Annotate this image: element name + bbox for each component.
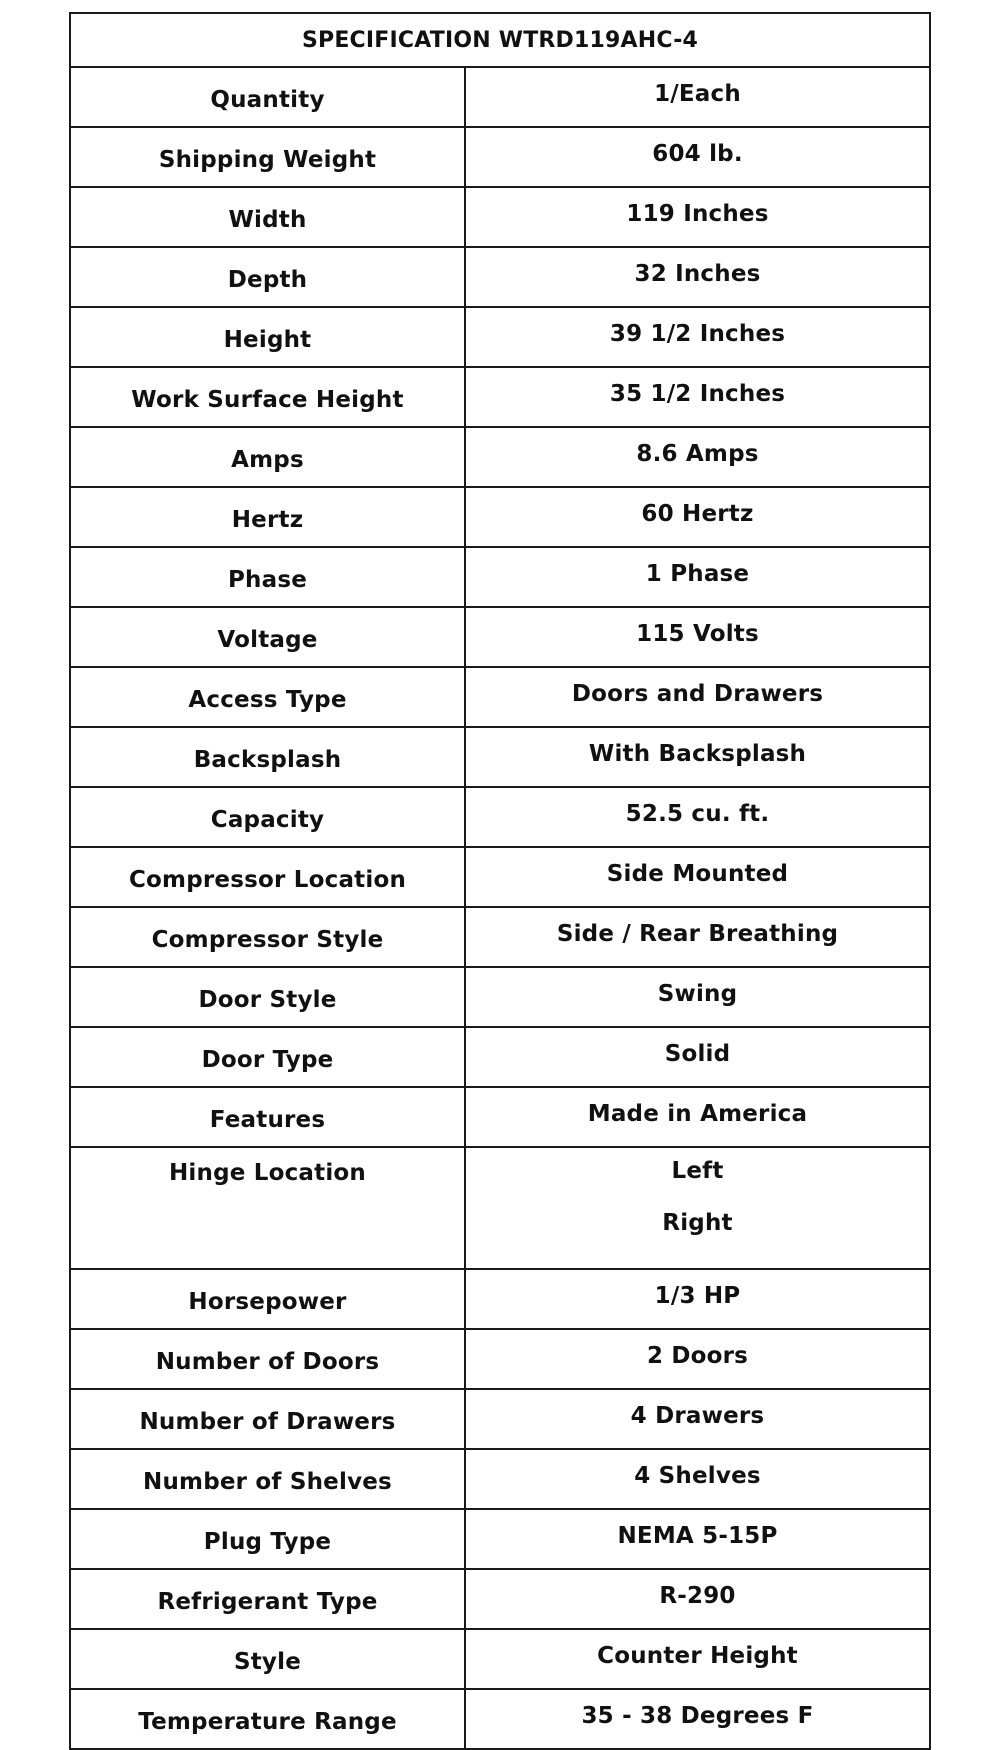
table-row — [70, 67, 930, 127]
spec-value-line: Side / Rear Breathing — [556, 921, 839, 947]
table-row — [70, 607, 930, 667]
spec-value — [465, 307, 930, 367]
spec-value-line: 119 Inches — [626, 201, 769, 227]
table-row — [70, 487, 930, 547]
spec-value — [465, 1147, 930, 1269]
spec-label: Plug Type — [70, 1509, 465, 1569]
spec-label: Compressor Location — [70, 847, 465, 907]
spec-label: Capacity — [70, 787, 465, 847]
spec-value-line: 4 Drawers — [630, 1403, 765, 1429]
spec-label: Quantity — [70, 67, 465, 127]
spec-label: Horsepower — [70, 1269, 465, 1329]
spec-value-line: 115 Volts — [636, 621, 759, 647]
spec-value — [465, 427, 930, 487]
spec-value — [465, 1389, 930, 1449]
spec-value — [465, 67, 930, 127]
spec-value — [465, 487, 930, 547]
table-title: SPECIFICATION WTRD119AHC-4 — [70, 13, 930, 67]
spec-value — [465, 907, 930, 967]
spec-label: Refrigerant Type — [70, 1569, 465, 1629]
spec-label: Backsplash — [70, 727, 465, 787]
table-row — [70, 1389, 930, 1449]
spec-value-line: 2 Doors — [646, 1343, 749, 1369]
spec-value-line: Side Mounted — [606, 861, 789, 887]
spec-label: Number of Shelves — [70, 1449, 465, 1509]
spec-value — [465, 1087, 930, 1147]
spec-value-line: With Backsplash — [588, 741, 807, 767]
spec-label: Width — [70, 187, 465, 247]
spec-label: Number of Drawers — [70, 1389, 465, 1449]
spec-value-line: 604 lb. — [652, 141, 743, 167]
spec-value-line: 1/3 HP — [654, 1283, 741, 1309]
table-row — [70, 1087, 930, 1147]
table-row — [70, 1449, 930, 1509]
spec-value-line: 8.6 Amps — [636, 441, 759, 467]
specification-table — [69, 12, 931, 1750]
table-row — [70, 187, 930, 247]
table-row — [70, 307, 930, 367]
table-row — [70, 547, 930, 607]
table-row — [70, 1027, 930, 1087]
spec-value — [465, 1269, 930, 1329]
spec-value — [465, 967, 930, 1027]
table-row — [70, 1629, 930, 1689]
spec-value — [465, 727, 930, 787]
spec-value-line: R-290 — [659, 1583, 736, 1609]
table-row — [70, 907, 930, 967]
spec-value-line: 32 Inches — [634, 261, 761, 287]
table-row — [70, 427, 930, 487]
table-row — [70, 1689, 930, 1749]
spec-value — [465, 787, 930, 847]
table-row — [70, 127, 930, 187]
spec-label: Door Style — [70, 967, 465, 1027]
table-row — [70, 847, 930, 907]
spec-value — [465, 1329, 930, 1389]
table-row — [70, 1329, 930, 1389]
spec-label: Features — [70, 1087, 465, 1147]
spec-label: Number of Doors — [70, 1329, 465, 1389]
spec-label: Height — [70, 307, 465, 367]
spec-value — [465, 1569, 930, 1629]
spec-value-line: Right — [662, 1210, 733, 1236]
spec-value-line: Solid — [664, 1041, 731, 1067]
table-row — [70, 967, 930, 1027]
spec-value — [465, 1689, 930, 1749]
spec-value — [465, 1027, 930, 1087]
table-row — [70, 667, 930, 727]
table-row — [70, 787, 930, 847]
spec-label: Access Type — [70, 667, 465, 727]
spec-label: Temperature Range — [70, 1689, 465, 1749]
spec-label: Work Surface Height — [70, 367, 465, 427]
spec-label: Depth — [70, 247, 465, 307]
table-row — [70, 1509, 930, 1569]
spec-value-line: 39 1/2 Inches — [609, 321, 786, 347]
spec-value — [465, 1629, 930, 1689]
spec-value — [465, 1449, 930, 1509]
spec-value-line: 35 1/2 Inches — [609, 381, 786, 407]
spec-value — [465, 547, 930, 607]
spec-value — [465, 187, 930, 247]
table-body — [70, 67, 930, 1749]
spec-value-line: Counter Height — [597, 1643, 798, 1669]
table-row — [70, 247, 930, 307]
spec-label: Door Type — [70, 1027, 465, 1087]
spec-value — [465, 1509, 930, 1569]
spec-label: Style — [70, 1629, 465, 1689]
spec-value-line: 4 Shelves — [634, 1463, 761, 1489]
spec-value — [465, 607, 930, 667]
spec-value-line: NEMA 5-15P — [617, 1523, 778, 1549]
spec-value-line: 35 - 38 Degrees F — [581, 1703, 814, 1729]
table-row — [70, 1569, 930, 1629]
spec-label: Phase — [70, 547, 465, 607]
table-header-row — [70, 13, 930, 67]
spec-value-line: 52.5 cu. ft. — [625, 801, 770, 827]
spec-value-line: Doors and Drawers — [571, 681, 824, 707]
spec-label: Amps — [70, 427, 465, 487]
spec-value-line: Made in America — [587, 1101, 808, 1127]
spec-value-line: 1/Each — [654, 81, 741, 107]
table-row — [70, 727, 930, 787]
spec-value — [465, 847, 930, 907]
spec-value — [465, 247, 930, 307]
spec-value — [465, 367, 930, 427]
spec-value-line: Left — [671, 1158, 724, 1184]
spec-value — [465, 127, 930, 187]
spec-value-line: 60 Hertz — [641, 501, 754, 527]
table-row — [70, 367, 930, 427]
spec-value — [465, 667, 930, 727]
spec-label: Compressor Style — [70, 907, 465, 967]
table-row — [70, 1147, 930, 1269]
spec-label: Shipping Weight — [70, 127, 465, 187]
spec-value-line: Swing — [657, 981, 738, 1007]
table-row — [70, 1269, 930, 1329]
spec-label: Hertz — [70, 487, 465, 547]
spec-label: Voltage — [70, 607, 465, 667]
spec-value-line: 1 Phase — [645, 561, 750, 587]
spec-label: Hinge Location — [70, 1147, 465, 1269]
